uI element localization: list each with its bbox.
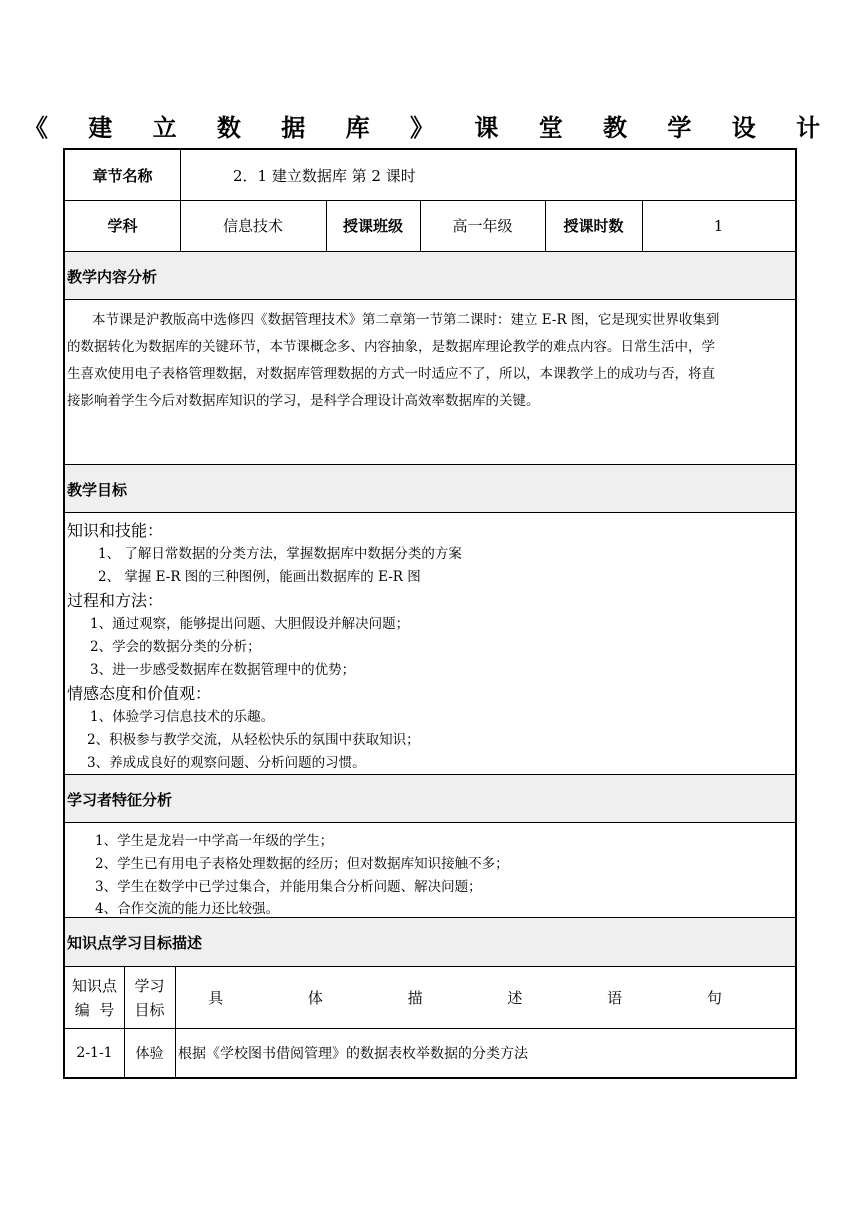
class-label: 授课班级 (342, 217, 403, 235)
kp-desc-header: 具 体 描 述 语 句 (208, 988, 762, 1007)
knowledge-item: 2、 掌握 E-R 图的三种图例，能画出数据库的 E-R 图 (98, 569, 421, 585)
kp-row-level: 体验 (135, 1045, 164, 1062)
document-title: 《 建 立 数 据 库 》 课 堂 教 学 设 计 (23, 114, 837, 142)
section-shade-goals (65, 464, 795, 512)
learner-item: 4、合作交流的能力还比较强。 (95, 901, 280, 917)
goals-heading: 教学目标 (67, 481, 128, 499)
process-methods-heading: 过程和方法： (67, 591, 164, 610)
kp-row-id: 2-1-1 (76, 1044, 113, 1061)
process-item: 1、通过观察，能够提出问题、大胆假设并解决问题； (90, 616, 410, 632)
learner-item: 1、学生是龙岩一中学高一年级的学生； (95, 833, 334, 849)
section-shade-content (65, 251, 795, 299)
class-value: 高一年级 (452, 217, 513, 235)
emotion-item: 1、体验学习信息技术的乐趣。 (90, 709, 275, 725)
content-line: 本节课是沪教版高中选修四《数据管理技术》第二章第一节第二课时：建立 E-R 图，它是现实世界收集到 (92, 312, 720, 328)
kp-row-desc: 根据《学校图书借阅管理》的数据表枚举数据的分类方法 (178, 1045, 528, 1062)
section-shade-learner (65, 774, 795, 822)
emotion-item: 2、积极参与教学交流，从轻松快乐的氛围中获取知识； (87, 732, 420, 748)
kp-level-header: 学习 目标 (134, 977, 165, 1019)
subject-value: 信息技术 (222, 217, 283, 235)
process-item: 3、进一步感受数据库在数据管理中的优势； (90, 662, 356, 678)
subject-label: 学科 (107, 217, 138, 235)
content-line: 的数据转化为数据库的关键环节，本节课概念多、内容抽象，是数据库理论教学的难点内容。日常生活中，学 (67, 339, 715, 355)
chapter-name-label: 章节名称 (92, 166, 153, 185)
content-line: 生喜欢使用电子表格管理数据，对数据库管理数据的方式一时适应不了，所以，本课教学上的成功与否，将直 (67, 366, 715, 382)
learner-item: 2、学生已有用电子表格处理数据的经历；但对数据库知识接触不多； (95, 856, 509, 872)
hours-value: 1 (713, 216, 724, 235)
emotion-item: 3、养成成良好的观察问题、分析问题的习惯。 (87, 755, 366, 771)
content-line: 接影响着学生今后对数据库知识的学习，是科学合理设计高效率数据库的关键。 (67, 393, 540, 409)
lesson-plan-table (63, 148, 797, 1079)
kp-id-header: 知识点 编 号 (71, 977, 117, 1019)
knowledge-skills-heading: 知识和技能： (67, 521, 164, 540)
knowledge-points-heading: 知识点学习目标描述 (67, 934, 203, 952)
knowledge-item: 1、 了解日常数据的分类方法，掌握数据库中数据分类的方案 (98, 546, 462, 562)
learner-heading: 学习者特征分析 (67, 791, 173, 809)
hours-label: 授课时数 (563, 217, 624, 235)
emotion-values-heading: 情感态度和价值观： (67, 684, 212, 703)
process-item: 2、学会的数据分类的分析； (90, 639, 261, 655)
content-analysis-heading: 教学内容分析 (67, 268, 158, 286)
chapter-name-value: 2．1 建立数据库 第 2 课时 (233, 166, 416, 185)
learner-item: 3、学生在数学中已学过集合，并能用集合分析问题、解决问题； (95, 879, 482, 895)
